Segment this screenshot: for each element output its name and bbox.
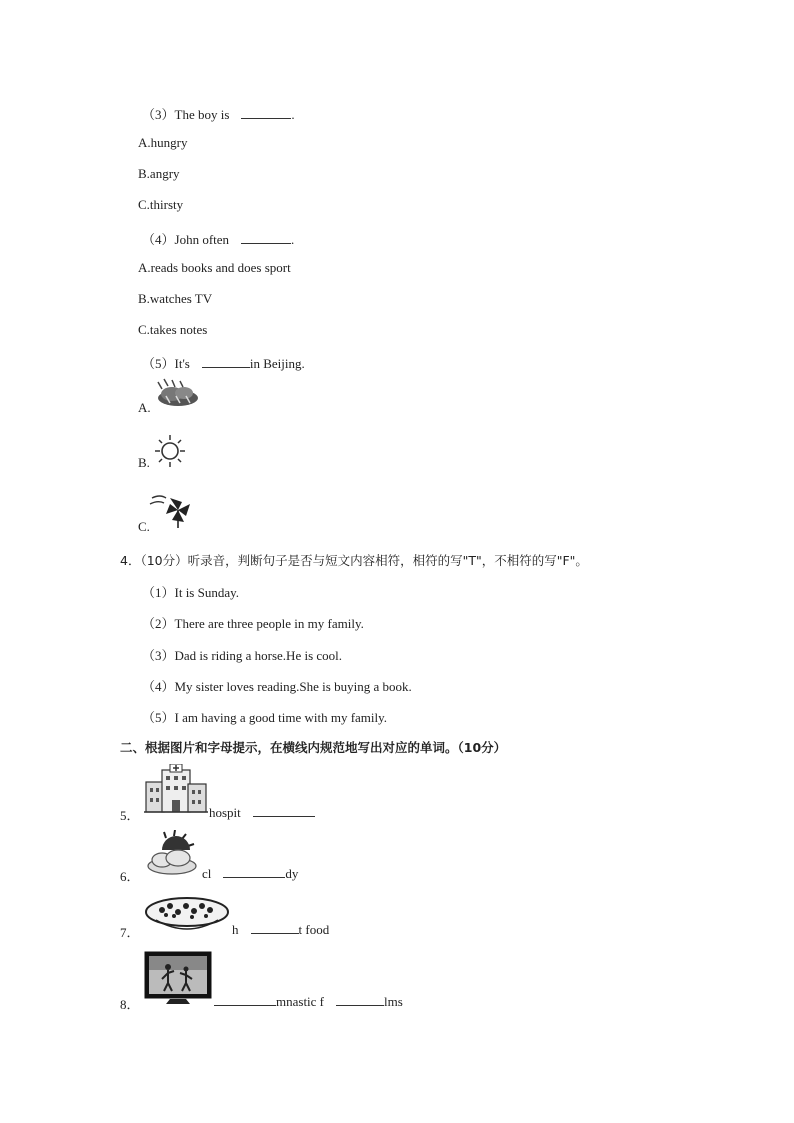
option-c: C. xyxy=(138,519,150,534)
item-5 xyxy=(120,805,140,824)
sunny-weather-icon xyxy=(152,432,188,468)
list-item: （1）It is Sunday. xyxy=(142,585,240,600)
section-title: 二、根据图片和字母提示，在横线内规范地写出对应的单词。（10分） xyxy=(120,740,507,755)
question-number: （4） xyxy=(142,232,175,247)
option-a: A. xyxy=(138,400,151,415)
option-b: B.angry xyxy=(138,166,180,181)
hospital-icon xyxy=(144,764,208,814)
letter-hint: mnastic f xyxy=(276,994,325,1009)
rainy-weather-icon xyxy=(150,376,202,410)
question-end: . xyxy=(291,232,295,247)
question-end: . xyxy=(291,107,295,122)
letter-hint: h xyxy=(232,922,239,937)
word-hint-8 xyxy=(214,994,403,1010)
list-item: （4）My sister loves reading.She is buying a book. xyxy=(142,679,412,694)
list-item: （5）I am having a good time with my family. xyxy=(142,710,388,725)
item-number: 8． xyxy=(120,997,140,1012)
item-7 xyxy=(120,922,140,941)
word-hint-5 xyxy=(209,805,315,821)
option-c: C.takes notes xyxy=(138,322,208,337)
letter-hint: hospit xyxy=(209,805,241,820)
word-hint-7 xyxy=(232,922,329,938)
option-c: C.thirsty xyxy=(138,197,184,212)
question-3 xyxy=(142,104,295,123)
question-number: （5） xyxy=(142,356,175,371)
option-b: B.watches TV xyxy=(138,291,213,306)
option-b: B. xyxy=(138,455,150,470)
list-item: （3）Dad is riding a horse.He is cool. xyxy=(142,648,343,663)
answer-blank[interactable] xyxy=(241,232,291,244)
word-hint-6 xyxy=(202,866,298,882)
answer-blank[interactable] xyxy=(253,805,315,817)
item-6 xyxy=(120,866,140,885)
letter-hint: cl xyxy=(202,866,212,881)
item-number: 6． xyxy=(120,869,140,884)
option-a: A.reads books and does sport xyxy=(138,260,291,275)
question-4 xyxy=(142,229,294,248)
answer-blank[interactable] xyxy=(251,922,299,934)
question-end: in Beijing. xyxy=(249,356,305,371)
question-stem: It's xyxy=(174,356,190,371)
question-5 xyxy=(142,353,305,372)
question-stem: John often xyxy=(174,232,230,247)
letter-hint: t food xyxy=(298,922,330,937)
answer-blank[interactable] xyxy=(223,866,285,878)
letter-hint: lms xyxy=(384,994,403,1009)
question-number: （3） xyxy=(142,107,175,122)
tv-gymnastics-icon xyxy=(144,951,214,1007)
answer-blank[interactable] xyxy=(241,107,291,119)
answer-blank[interactable] xyxy=(214,994,276,1006)
option-a: A.hungry xyxy=(138,135,188,150)
cloudy-icon xyxy=(142,830,202,878)
item-8 xyxy=(120,994,140,1013)
answer-blank[interactable] xyxy=(336,994,384,1006)
list-item: （2）There are three people in my family. xyxy=(142,616,364,631)
letter-hint: dy xyxy=(285,866,299,881)
windy-weather-icon xyxy=(148,490,194,530)
section-heading: 4．（10分）听录音，判断句子是否与短文内容相符，相符的写"T"，不相符的写"F"。 xyxy=(120,553,588,568)
answer-blank[interactable] xyxy=(202,356,250,368)
question-stem: The boy is xyxy=(174,107,230,122)
hot-food-bowl-icon xyxy=(144,894,230,934)
item-number: 7． xyxy=(120,925,140,940)
item-number: 5． xyxy=(120,808,140,823)
